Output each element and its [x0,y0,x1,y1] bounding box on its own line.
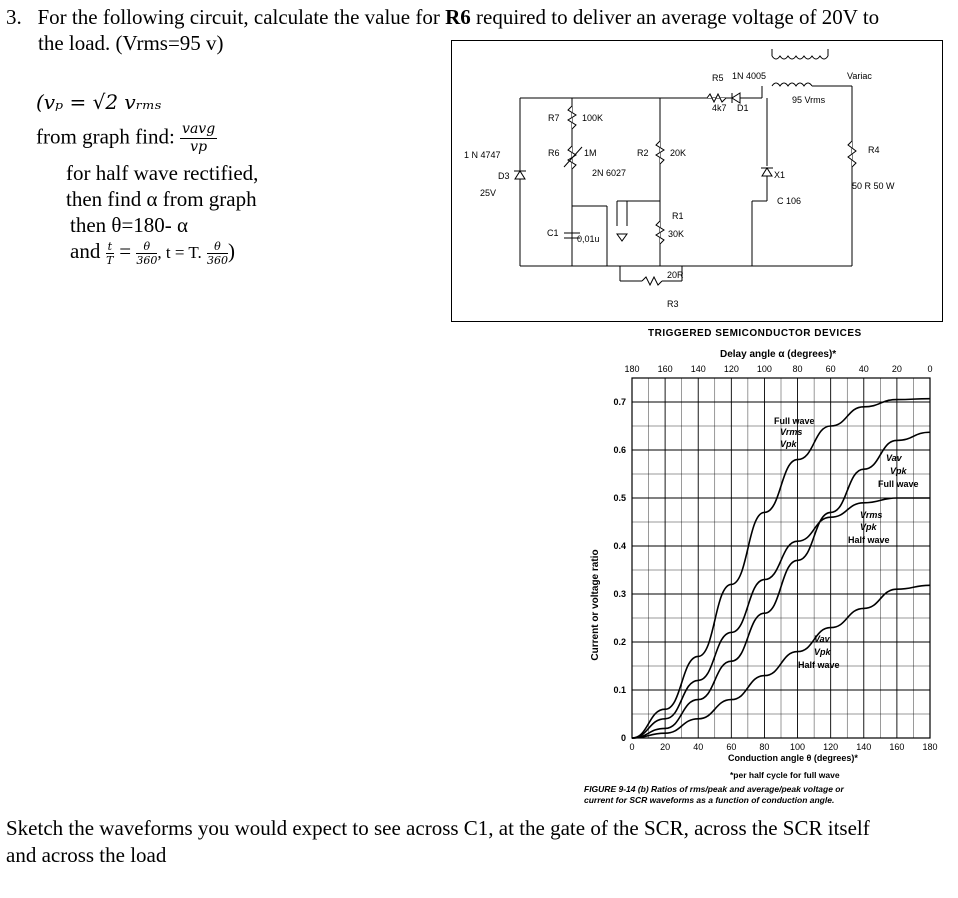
top-tick-label: 0 [927,364,933,374]
graph-find-hint [36,121,217,156]
r3-value: 20R [667,270,684,280]
top-tick-label: 120 [723,364,739,374]
bottom-tick-label: 60 [726,742,737,752]
fw-avg-label-1: Vav [886,453,902,463]
d1-diode [732,93,740,103]
top-tick-label: 40 [858,364,869,374]
t-over-T-fraction [106,240,114,267]
caption-line-2: current for SCR waveforms as a function of conduction angle. [584,795,835,805]
r4-label: R4 [868,145,880,155]
r2-resistor [656,141,664,164]
half-wave-hint: for half wave rectified, [66,161,259,185]
bottom-axis-title: Conduction angle θ (degrees)* [728,753,858,763]
time-hint: and $\frac{t}{T}$ = $\frac{\theta}{360}$ , t = T. $\frac{\theta}{360}$ ) [70,239,235,267]
y-tick-label: 0.2 [613,637,626,647]
y-axis-label: Current or voltage ratio [590,549,601,661]
hw-rms-label-1: Vrms [860,510,883,520]
r3-label: R3 [667,299,679,309]
r1-label: R1 [672,211,684,221]
r7-value: 100K [582,113,604,123]
theta-over-360-fraction-2 [207,240,228,267]
bottom-tick-label: 20 [660,742,671,752]
top-tick-label: 60 [825,364,836,374]
bottom-tick-label: 160 [889,742,905,752]
fw-avg-label-3: Full wave [878,479,919,489]
x1-label: X1 [774,170,786,180]
book-title: TRIGGERED SEMICONDUCTOR DEVICES [648,328,862,339]
y-tick-label: 0.3 [613,589,626,599]
d3-label: D3 [498,171,510,181]
t-num: t [107,239,112,253]
r4-resistor [848,141,856,167]
top-tick-label: 160 [657,364,673,374]
graph-footnote: *per half cycle for full wave [730,770,840,780]
top-tick-label: 80 [792,364,803,374]
variac-label: Variac [847,71,872,81]
and-text: and [70,239,101,263]
r1-resistor [656,221,664,244]
r5-label: R5 [712,73,724,83]
r6-label: R6 [548,148,560,158]
vrms-label: 95 Vrms [792,95,826,105]
question-line2: the load. (Vrms=95 v) [38,31,224,55]
bottom-tick-label: 120 [823,742,839,752]
y-tick-label: 0 [620,733,626,743]
top-tick-label: 20 [891,364,902,374]
scr-x1 [762,168,772,176]
bottom-axis-ticks [629,742,937,752]
graph-find-text: from graph find: [36,124,175,149]
deg-den: 360 [136,253,158,267]
r3-resistor [642,277,662,285]
t-den: T [106,253,114,267]
bottom-tick-label: 40 [693,742,704,752]
y-tick-label: 0.5 [613,493,626,503]
close-paren: ) [227,239,235,263]
c1-value: 0,01u [577,234,600,244]
deg-den-2: 360 [206,253,228,267]
top-tick-label: 140 [690,364,706,374]
d3-part-label: 1 N 4747 [464,150,501,160]
find-alpha-hint: then find α from graph [66,187,257,211]
frac-num: vavg [182,121,216,137]
theta-hint: then θ=180- α [70,213,189,237]
sketch-instruction [6,815,951,869]
top-axis-title: Delay angle α (degrees)* [720,349,837,360]
vp-formula: (vₚ = √2 vᵣₘₛ [36,90,162,114]
top-tick-label: 180 [624,364,640,374]
frac-den: vp [190,139,208,155]
circuit-svg [452,41,942,321]
question-r6-bold: R6 [445,5,471,29]
bottom-tick-label: 100 [790,742,806,752]
y-tick-label: 0.6 [613,445,626,455]
r7-resistor [568,106,576,129]
theta-num-2: θ [207,240,228,254]
question-number: 3. [6,5,22,29]
theta-over-360-fraction [136,240,157,267]
r5-resistor [707,94,726,102]
r4-value: 50 R 50 W [852,181,895,191]
c1-label: C1 [547,228,559,238]
r7-label: R7 [548,113,560,123]
hw-rms-label-3: Half wave [848,535,890,545]
y-axis-ticks [613,397,626,743]
bottom-tick-label: 180 [922,742,938,752]
r6-value: 1M [584,148,597,158]
d1-label: D1 [737,103,749,113]
bottom-tick-label: 140 [856,742,872,752]
r1-value: 30K [668,229,685,239]
theta-num: θ [136,240,157,254]
circuit-diagram [451,40,943,322]
r5-value: 4k7 [712,103,727,113]
bottom-tick-label: 80 [759,742,770,752]
variac-primary-coil [772,56,828,59]
ujt-label: 2N 6027 [592,168,627,178]
d3-voltage: 25V [480,188,497,198]
variac-secondary-coil [772,83,812,86]
top-tick-label: 100 [756,364,772,374]
fw-rms-label-1: Full wave [774,416,815,426]
footer-line-1: Sketch the waveforms you would expect to see across C1, at the gate of the SCR, across the SCR itself [6,816,870,840]
bottom-tick-label: 0 [629,742,635,752]
y-tick-label: 0.4 [613,541,626,551]
caption-line-1: FIGURE 9-14 (b) Ratios of rms/peak and average/peak voltage or [584,784,844,794]
hw-avg-label-3: Half wave [798,660,840,670]
top-axis-ticks [624,364,932,374]
d1-part-label: 1N 4005 [732,71,767,81]
footer-line-2: and across the load [6,843,167,867]
vavg-over-vp-fraction [180,121,217,156]
y-tick-label: 0.1 [613,685,626,695]
hw-avg-label-2: Vpk [814,647,831,657]
hw-rms-label-2: Vpk [860,522,877,532]
question-line1-post: required to deliver an average voltage of 20V to [470,5,880,29]
fw-rms-label-2: Vrms [780,427,803,437]
fw-avg-label-2: Vpk [890,466,907,476]
scr-label: C 106 [777,196,802,206]
r2-value: 20K [670,148,687,158]
r2-label: R2 [637,148,649,158]
graph-figure [580,320,950,815]
t-eq-text: , t = T. [157,243,202,262]
d3-zener [515,171,525,179]
question-line1-pre: For the following circuit, calculate the value for [37,5,446,29]
y-tick-label: 0.7 [613,397,626,407]
hw-avg-label-1: Vav [814,634,830,644]
fw-rms-label-3: Vpk [780,439,797,449]
